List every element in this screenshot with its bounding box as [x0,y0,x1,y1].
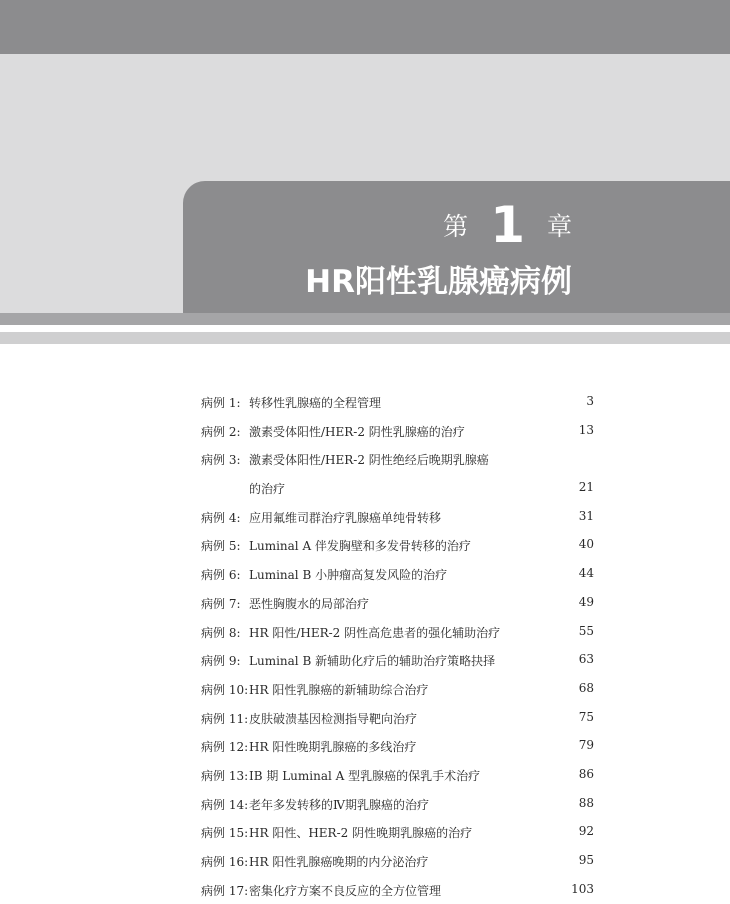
toc-label: 病例 1: [201,396,241,410]
toc-entry-16[interactable] [0,847,730,876]
toc-entry-2[interactable] [0,417,730,446]
toc-label: 病例 9: [201,654,241,669]
toc-title: HR 阳性、HER-2 阴性晚期乳腺癌的治疗 [249,826,473,841]
toc-title: IB 期 Luminal A 型乳腺癌的保乳手术治疗 [249,768,481,783]
toc-entry-7[interactable] [0,589,730,618]
toc-label: 病例 13: [201,768,249,783]
top-header-band [0,0,730,54]
toc-page: 49 [578,594,594,609]
toc-title: 恶性胸腹水的局部治疗 [249,596,370,611]
toc-label: 病例 16: [201,855,249,869]
toc-label: 病例 14: [201,797,249,812]
chapter-prefix: 第 [443,212,469,241]
toc-entry-15[interactable] [0,818,730,847]
toc-entry-12[interactable] [0,732,730,761]
toc-page: 40 [578,537,594,552]
toc-entry-5[interactable] [0,531,730,560]
toc-entry-17[interactable] [0,876,730,904]
chapter-title: HR阳性乳腺癌病例 [305,264,572,300]
toc-title: HR 阳性/HER-2 阴性高危患者的强化辅助治疗 [249,625,501,640]
toc-title: 应用氟维司群治疗乳腺癌单纯骨转移 [249,510,442,525]
toc-label: 病例 17: [201,883,249,898]
toc-page: 31 [578,508,594,523]
toc-page: 55 [578,623,594,638]
toc-page: 79 [578,738,594,753]
toc-title: 密集化疗方案不良反应的全方位管理 [249,883,442,898]
chapter-heading [443,196,572,254]
toc-entry-1[interactable] [0,388,730,417]
toc-label: 病例 3: [201,453,241,468]
toc-title: 激素受体阳性/HER-2 阴性乳腺癌的治疗 [249,424,465,439]
toc-page: 63 [578,652,594,667]
toc-page: 21 [578,480,594,495]
toc-page: 95 [578,853,594,867]
toc-entry-9[interactable] [0,646,730,675]
toc-label: 病例 11: [201,711,249,726]
toc-label: 病例 10: [201,682,249,697]
toc-page: 103 [571,881,594,896]
toc-label: 病例 4: [201,510,241,525]
table-of-contents [0,388,730,904]
toc-label: 病例 8: [201,625,241,640]
toc-title: 转移性乳腺癌的全程管理 [249,396,382,410]
chapter-suffix: 章 [546,212,572,241]
toc-title: 激素受体阳性/HER-2 阴性绝经后晚期乳腺癌 [249,453,489,468]
toc-entry-3[interactable] [0,445,730,474]
toc-entry-11[interactable] [0,704,730,733]
divider-stripe [0,313,730,325]
toc-entry-6[interactable] [0,560,730,589]
toc-page: 13 [578,422,594,437]
toc-entry-8[interactable] [0,618,730,647]
toc-page: 75 [578,709,594,724]
toc-page: 88 [578,795,594,810]
toc-entry-10[interactable] [0,675,730,704]
toc-page: 86 [578,766,594,781]
toc-label: 病例 12: [201,740,249,755]
toc-title: Luminal B 新辅助化疗后的辅助治疗策略抉择 [249,654,496,669]
divider-stripe-light [0,332,730,344]
toc-page: 3 [586,394,594,408]
toc-entry-13[interactable] [0,761,730,790]
toc-entry-14[interactable] [0,790,730,819]
chapter-number: 1 [490,196,525,254]
toc-label: 病例 6: [201,568,241,583]
toc-title: HR 阳性乳腺癌晚期的内分泌治疗 [249,855,429,869]
toc-title: 的治疗 [249,482,286,497]
toc-label: 病例 5: [201,539,241,554]
toc-title: HR 阳性晚期乳腺癌的多线治疗 [249,740,417,755]
divider-gap [0,325,730,332]
toc-entry-3-continued[interactable] [0,474,730,503]
toc-page: 44 [578,566,594,581]
toc-title: 老年多发转移的Ⅳ期乳腺癌的治疗 [249,797,429,812]
toc-page: 92 [578,824,594,839]
toc-title: 皮肤破溃基因检测指导靶向治疗 [249,711,418,726]
toc-title: Luminal B 小肿瘤高复发风险的治疗 [249,568,448,583]
toc-label: 病例 2: [201,424,241,439]
toc-entry-4[interactable] [0,503,730,532]
toc-title: Luminal A 伴发胸壁和多发骨转移的治疗 [249,539,471,554]
toc-label: 病例 7: [201,596,241,611]
toc-label: 病例 15: [201,826,249,841]
toc-page: 68 [578,680,594,695]
toc-title: HR 阳性乳腺癌的新辅助综合治疗 [249,682,429,697]
